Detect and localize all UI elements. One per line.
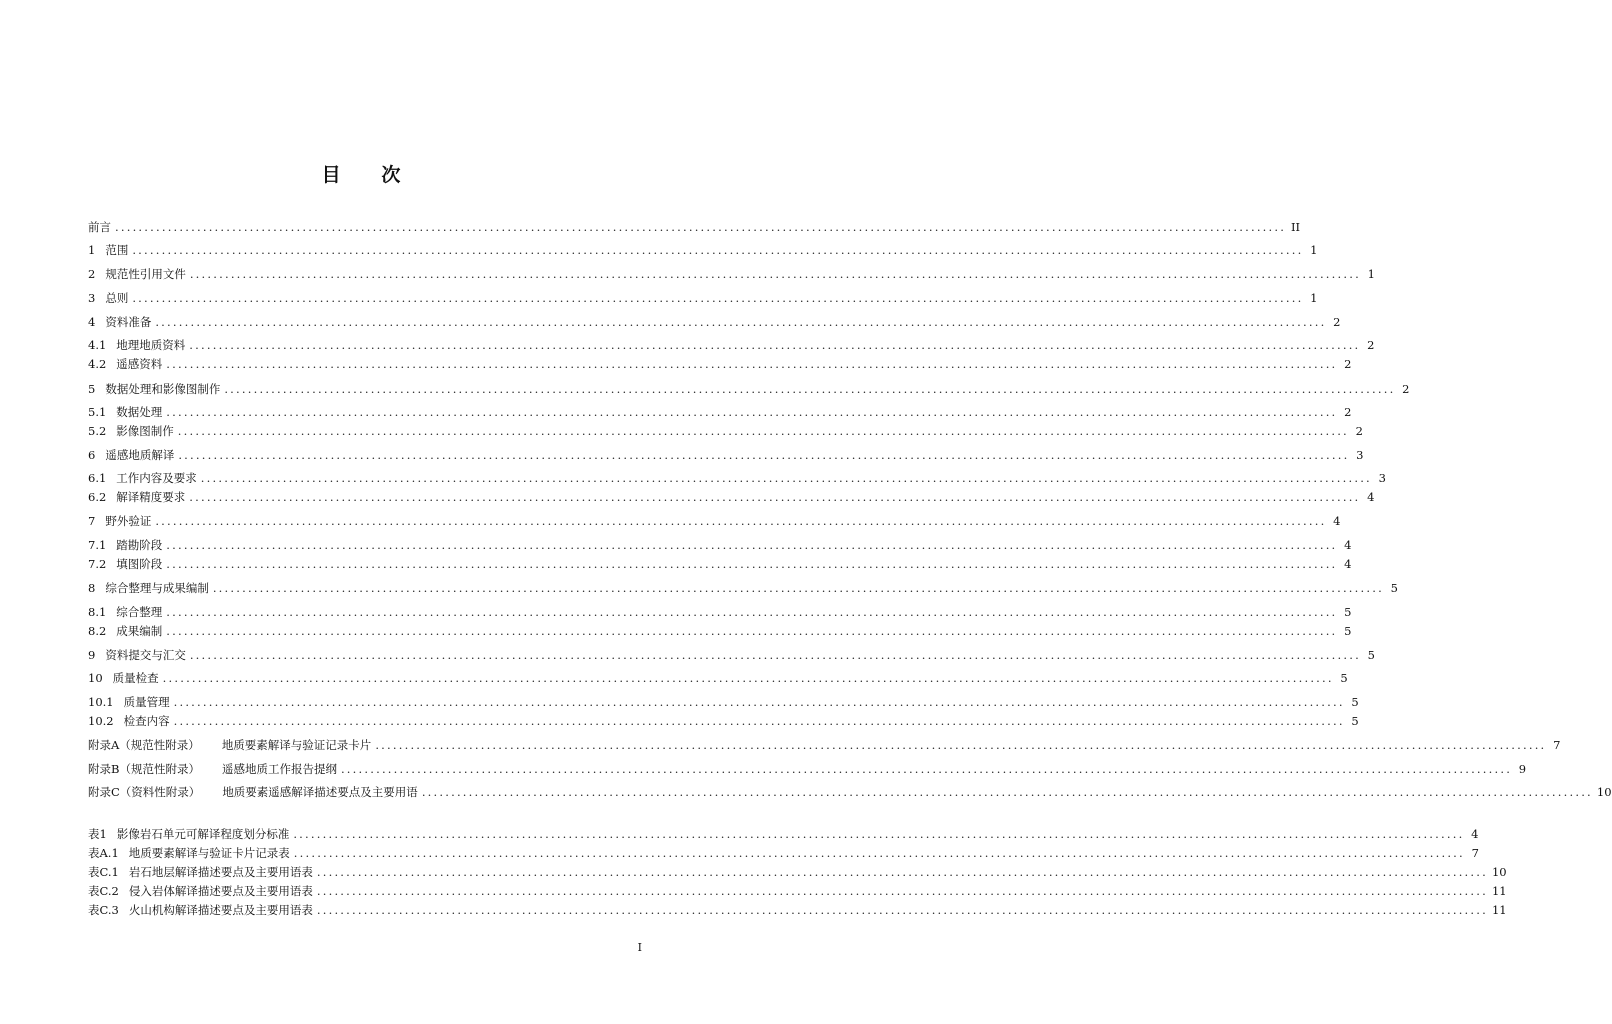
toc-entry-title bbox=[88, 381, 220, 397]
page-title bbox=[0, 160, 724, 187]
section-number: 4.1 bbox=[88, 338, 107, 352]
leader-dots: ........................................................................................................................................................................................................ bbox=[132, 291, 1304, 305]
toc-entry-title bbox=[88, 647, 186, 663]
toc-entry[interactable] bbox=[88, 314, 1341, 330]
leader-dots: ........................................................................................................................................................................................................ bbox=[293, 846, 1465, 860]
title-part-2: 次 bbox=[381, 164, 403, 186]
leader-dots: ........................................................................................................................................................................................................ bbox=[155, 514, 1327, 528]
section-number: 4.2 bbox=[88, 357, 107, 371]
section-number: 7.1 bbox=[88, 538, 107, 552]
toc-entry-title bbox=[88, 314, 151, 330]
page-ref: 1 bbox=[1367, 267, 1375, 281]
page-ref: 7 bbox=[1471, 846, 1479, 860]
leader-dots: ........................................................................................................................................................................................................ bbox=[166, 557, 1338, 571]
leader-dots: ........................................................................................................................................................................................................ bbox=[173, 714, 1345, 728]
table-entry-title bbox=[88, 845, 290, 861]
page-ref: 10 bbox=[1596, 785, 1612, 799]
page-ref: 4 bbox=[1344, 557, 1352, 571]
page-ref: 11 bbox=[1491, 884, 1507, 898]
entry-label: 质量管理 bbox=[123, 695, 170, 709]
section-number: 6 bbox=[88, 448, 96, 462]
section-number: 8.1 bbox=[88, 605, 107, 619]
leader-dots: ........................................................................................................................................................................................................ bbox=[189, 267, 1361, 281]
table-entry-title bbox=[88, 883, 313, 899]
page-ref: 5 bbox=[1367, 648, 1375, 662]
entry-label: 规范性引用文件 bbox=[105, 267, 186, 281]
section-number: 8 bbox=[88, 581, 96, 595]
entry-label: 遥感地质工作报告提纲 bbox=[221, 762, 337, 776]
entry-label: 影像图制作 bbox=[116, 424, 174, 438]
leader-dots: ........................................................................................................................................................................................................ bbox=[316, 865, 1488, 879]
toc-entry-title bbox=[88, 423, 174, 439]
leader-dots: ........................................................................................................................................................................................................ bbox=[375, 738, 1547, 752]
toc-entry[interactable] bbox=[88, 242, 1318, 258]
toc-entry[interactable] bbox=[88, 670, 1348, 686]
toc-entry[interactable] bbox=[88, 623, 1352, 639]
page-ref: 4 bbox=[1333, 514, 1341, 528]
page-ref: 2 bbox=[1355, 424, 1363, 438]
section-number: 6.1 bbox=[88, 471, 107, 485]
table-list-entry[interactable] bbox=[88, 826, 1479, 842]
entry-label: 工作内容及要求 bbox=[116, 471, 197, 485]
page-ref: 2 bbox=[1402, 382, 1410, 396]
section-number: 10.2 bbox=[88, 714, 114, 728]
page-ref: 5 bbox=[1344, 605, 1352, 619]
table-list-entry[interactable] bbox=[88, 883, 1507, 899]
entry-label: 数据处理 bbox=[116, 405, 163, 419]
entry-label: 地质要素解译与验证记录卡片 bbox=[221, 738, 372, 752]
entry-label: 检查内容 bbox=[123, 714, 170, 728]
section-number: 附录A（规范性附录） bbox=[88, 738, 200, 752]
entry-label: 侵入岩体解译描述要点及主要用语表 bbox=[128, 884, 313, 898]
entry-label: 岩石地层解译描述要点及主要用语表 bbox=[128, 865, 313, 879]
toc-entry[interactable] bbox=[88, 404, 1352, 420]
leader-dots: ........................................................................................................................................................................................................ bbox=[421, 785, 1593, 799]
entry-label: 综合整理 bbox=[116, 605, 163, 619]
leader-dots: ........................................................................................................................................................................................................ bbox=[132, 243, 1304, 257]
table-number: 表C.2 bbox=[88, 884, 119, 898]
page-ref: 2 bbox=[1344, 405, 1352, 419]
page-ref: 1 bbox=[1310, 291, 1318, 305]
entry-label: 质量检查 bbox=[112, 671, 159, 685]
entry-label: 资料准备 bbox=[105, 315, 152, 329]
page-ref: 4 bbox=[1471, 827, 1479, 841]
entry-label: 总则 bbox=[105, 291, 129, 305]
toc-entry[interactable] bbox=[88, 556, 1352, 572]
toc-entry-title bbox=[88, 694, 170, 710]
entry-label: 前言 bbox=[88, 220, 111, 234]
page-ref: 11 bbox=[1491, 903, 1507, 917]
section-number: 5.2 bbox=[88, 424, 107, 438]
leader-dots: ........................................................................................................................................................................................................ bbox=[189, 648, 1361, 662]
toc-entry[interactable] bbox=[88, 761, 1527, 777]
toc-entry[interactable] bbox=[88, 513, 1341, 529]
table-list-entry[interactable] bbox=[88, 864, 1507, 880]
section-number: 10.1 bbox=[88, 695, 114, 709]
entry-label: 成果编制 bbox=[116, 624, 163, 638]
toc-entry[interactable] bbox=[88, 356, 1352, 372]
toc-entry-title bbox=[88, 219, 111, 235]
leader-dots: ........................................................................................................................................................................................................ bbox=[212, 581, 1384, 595]
page-ref: 2 bbox=[1344, 357, 1352, 371]
page-ref: 4 bbox=[1344, 538, 1352, 552]
entry-label: 综合整理与成果编制 bbox=[105, 581, 209, 595]
page-ref: 2 bbox=[1367, 338, 1375, 352]
toc-entry[interactable] bbox=[88, 290, 1318, 306]
section-number: 附录B（规范性附录） bbox=[88, 762, 200, 776]
title-part-1: 目 bbox=[321, 164, 343, 186]
toc-entry-title bbox=[88, 537, 162, 553]
entry-label: 范围 bbox=[105, 243, 129, 257]
section-number: 8.2 bbox=[88, 624, 107, 638]
table-list-entry[interactable] bbox=[88, 902, 1507, 918]
entry-label: 地理地质资料 bbox=[116, 338, 186, 352]
section-number: 5 bbox=[88, 382, 96, 396]
section-number: 9 bbox=[88, 648, 96, 662]
entry-label: 填图阶段 bbox=[116, 557, 163, 571]
page-ref: 5 bbox=[1344, 624, 1352, 638]
section-number: 4 bbox=[88, 315, 96, 329]
page-ref: 7 bbox=[1553, 738, 1561, 752]
toc-entry-title bbox=[88, 713, 170, 729]
section-number: 6.2 bbox=[88, 490, 107, 504]
section-number: 1 bbox=[88, 243, 96, 257]
toc-entry[interactable] bbox=[88, 489, 1375, 505]
toc-entry[interactable] bbox=[88, 266, 1375, 282]
leader-dots: ........................................................................................................................................................................................................ bbox=[155, 315, 1327, 329]
leader-dots: ........................................................................................................................................................................................................ bbox=[173, 695, 1345, 709]
section-number: 5.1 bbox=[88, 405, 107, 419]
toc-entry-title bbox=[88, 784, 418, 800]
toc-entry-title bbox=[88, 737, 371, 753]
entry-label: 火山机构解译描述要点及主要用语表 bbox=[128, 903, 313, 917]
table-number: 表C.3 bbox=[88, 903, 119, 917]
leader-dots: ........................................................................................................................................................................................................ bbox=[166, 605, 1338, 619]
toc-entry-title bbox=[88, 242, 128, 258]
page-ref: 9 bbox=[1518, 762, 1527, 776]
toc-entry[interactable] bbox=[88, 713, 1359, 729]
toc-entry-title bbox=[88, 761, 337, 777]
entry-label: 地质要素解译与验证卡片记录表 bbox=[128, 846, 290, 860]
leader-dots: ........................................................................................................................................................................................................ bbox=[293, 827, 1465, 841]
toc-entry-title bbox=[88, 489, 185, 505]
toc-entry[interactable] bbox=[88, 737, 1561, 753]
section-number: 7.2 bbox=[88, 557, 107, 571]
leader-dots: ........................................................................................................................................................................................................ bbox=[200, 471, 1372, 485]
entry-label: 遥感地质解译 bbox=[105, 448, 175, 462]
page-ref: 3 bbox=[1356, 448, 1364, 462]
leader-dots: ........................................................................................................................................................................................................ bbox=[316, 903, 1488, 917]
toc-entry[interactable] bbox=[88, 337, 1375, 353]
section-number: 3 bbox=[88, 291, 96, 305]
toc-entry[interactable] bbox=[88, 580, 1398, 596]
entry-label: 资料提交与汇交 bbox=[105, 648, 186, 662]
page-ref: 5 bbox=[1340, 671, 1348, 685]
entry-label: 影像岩石单元可解译程度划分标准 bbox=[116, 827, 290, 841]
table-entry-title bbox=[88, 826, 289, 842]
toc-entry-title bbox=[88, 266, 186, 282]
toc-entry-title bbox=[88, 670, 159, 686]
leader-dots: ........................................................................................................................................................................................................ bbox=[189, 338, 1361, 352]
leader-dots: ........................................................................................................................................................................................................ bbox=[340, 762, 1513, 776]
toc-entry-title bbox=[88, 404, 162, 420]
table-list-entry[interactable] bbox=[88, 845, 1479, 861]
leader-dots: ........................................................................................................................................................................................................ bbox=[316, 884, 1488, 898]
page-ref: 5 bbox=[1351, 695, 1359, 709]
entry-label: 数据处理和影像图制作 bbox=[105, 382, 221, 396]
entry-label: 地质要素遥感解译描述要点及主要用语 bbox=[222, 785, 418, 799]
toc-entry[interactable] bbox=[88, 470, 1386, 486]
toc-entry[interactable] bbox=[88, 423, 1363, 439]
toc-entry-title bbox=[88, 604, 162, 620]
leader-dots: ........................................................................................................................................................................................................ bbox=[178, 448, 1350, 462]
page-number: I bbox=[637, 941, 642, 954]
table-number: 表A.1 bbox=[88, 846, 119, 860]
section-number: 10 bbox=[88, 671, 103, 685]
toc-entry[interactable] bbox=[88, 604, 1352, 620]
section-number: 附录C（资料性附录） bbox=[88, 785, 201, 799]
leader-dots: ........................................................................................................................................................................................................ bbox=[166, 405, 1338, 419]
toc-entry-title bbox=[88, 513, 151, 529]
page-ref: 2 bbox=[1333, 315, 1341, 329]
toc-entry[interactable] bbox=[88, 537, 1352, 553]
page-ref: II bbox=[1291, 220, 1301, 234]
entry-label: 遥感资料 bbox=[116, 357, 163, 371]
toc-entry-title bbox=[88, 290, 128, 306]
toc-entry-title bbox=[88, 447, 174, 463]
leader-dots: ........................................................................................................................................................................................................ bbox=[162, 671, 1334, 685]
entry-label: 野外验证 bbox=[105, 514, 152, 528]
toc-entry-title bbox=[88, 580, 209, 596]
toc-entry-title bbox=[88, 356, 162, 372]
leader-dots: ........................................................................................................................................................................................................ bbox=[224, 382, 1396, 396]
leader-dots: ........................................................................................................................................................................................................ bbox=[189, 490, 1361, 504]
toc-entry[interactable] bbox=[88, 219, 1301, 235]
toc-entry[interactable] bbox=[88, 784, 1612, 800]
entry-label: 解译精度要求 bbox=[116, 490, 186, 504]
leader-dots: ........................................................................................................................................................................................................ bbox=[177, 424, 1349, 438]
leader-dots: ........................................................................................................................................................................................................ bbox=[115, 220, 1287, 234]
table-entry-title bbox=[88, 902, 313, 918]
page-ref: 3 bbox=[1378, 471, 1386, 485]
table-entry-title bbox=[88, 864, 313, 880]
table-number: 表C.1 bbox=[88, 865, 119, 879]
toc-entry-title bbox=[88, 337, 185, 353]
toc-entry[interactable] bbox=[88, 694, 1359, 710]
page-ref: 5 bbox=[1351, 714, 1359, 728]
toc-entry[interactable] bbox=[88, 381, 1410, 397]
toc-entry[interactable] bbox=[88, 647, 1375, 663]
page-ref: 5 bbox=[1390, 581, 1398, 595]
leader-dots: ........................................................................................................................................................................................................ bbox=[166, 538, 1338, 552]
entry-label: 踏勘阶段 bbox=[116, 538, 163, 552]
toc-entry-title bbox=[88, 556, 162, 572]
page-ref: 1 bbox=[1310, 243, 1318, 257]
leader-dots: ........................................................................................................................................................................................................ bbox=[166, 357, 1338, 371]
toc-entry-title bbox=[88, 623, 162, 639]
page-ref: 4 bbox=[1367, 490, 1375, 504]
toc-entry-title bbox=[88, 470, 197, 486]
leader-dots: ........................................................................................................................................................................................................ bbox=[166, 624, 1338, 638]
section-number: 2 bbox=[88, 267, 96, 281]
toc-entry[interactable] bbox=[88, 447, 1364, 463]
section-number: 7 bbox=[88, 514, 96, 528]
table-number: 表1 bbox=[88, 827, 107, 841]
page-ref: 10 bbox=[1491, 865, 1507, 879]
